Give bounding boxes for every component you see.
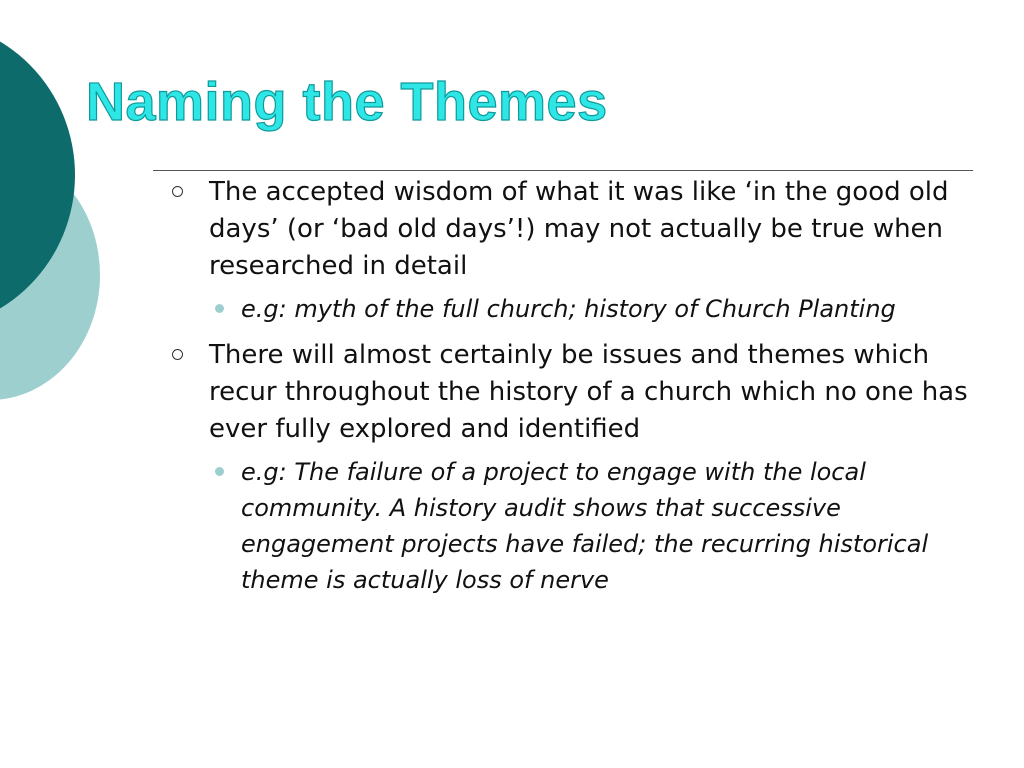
- bullet-item: [170, 337, 970, 448]
- sub-bullet-text: e.g: myth of the full church; history of Church Planting: [241, 295, 896, 323]
- slide-body: [170, 174, 970, 598]
- title-divider: [153, 170, 973, 171]
- bullet-item: [170, 174, 970, 285]
- sub-bullet-item: [170, 454, 970, 598]
- bullet-text: The accepted wisdom of what it was like ‘in the good old days’ (or ‘bad old days’!) may not actually be true when researched in detail: [209, 177, 949, 281]
- sub-bullet-text: e.g: The failure of a project to engage with the local community. A history audit shows that successive engagement projects have failed; the recurring historical theme is actually loss of nerve: [241, 458, 929, 594]
- dot-bullet-icon: [215, 304, 224, 313]
- slide-title: Naming the Themes: [86, 72, 608, 132]
- ring-bullet-icon: [172, 186, 183, 197]
- sub-bullet-item: [170, 291, 970, 327]
- ring-bullet-icon: [172, 349, 183, 360]
- dot-bullet-icon: [215, 467, 224, 476]
- bullet-text: There will almost certainly be issues and themes which recur throughout the history of a church which no one has ever fully explored and identified: [209, 340, 968, 444]
